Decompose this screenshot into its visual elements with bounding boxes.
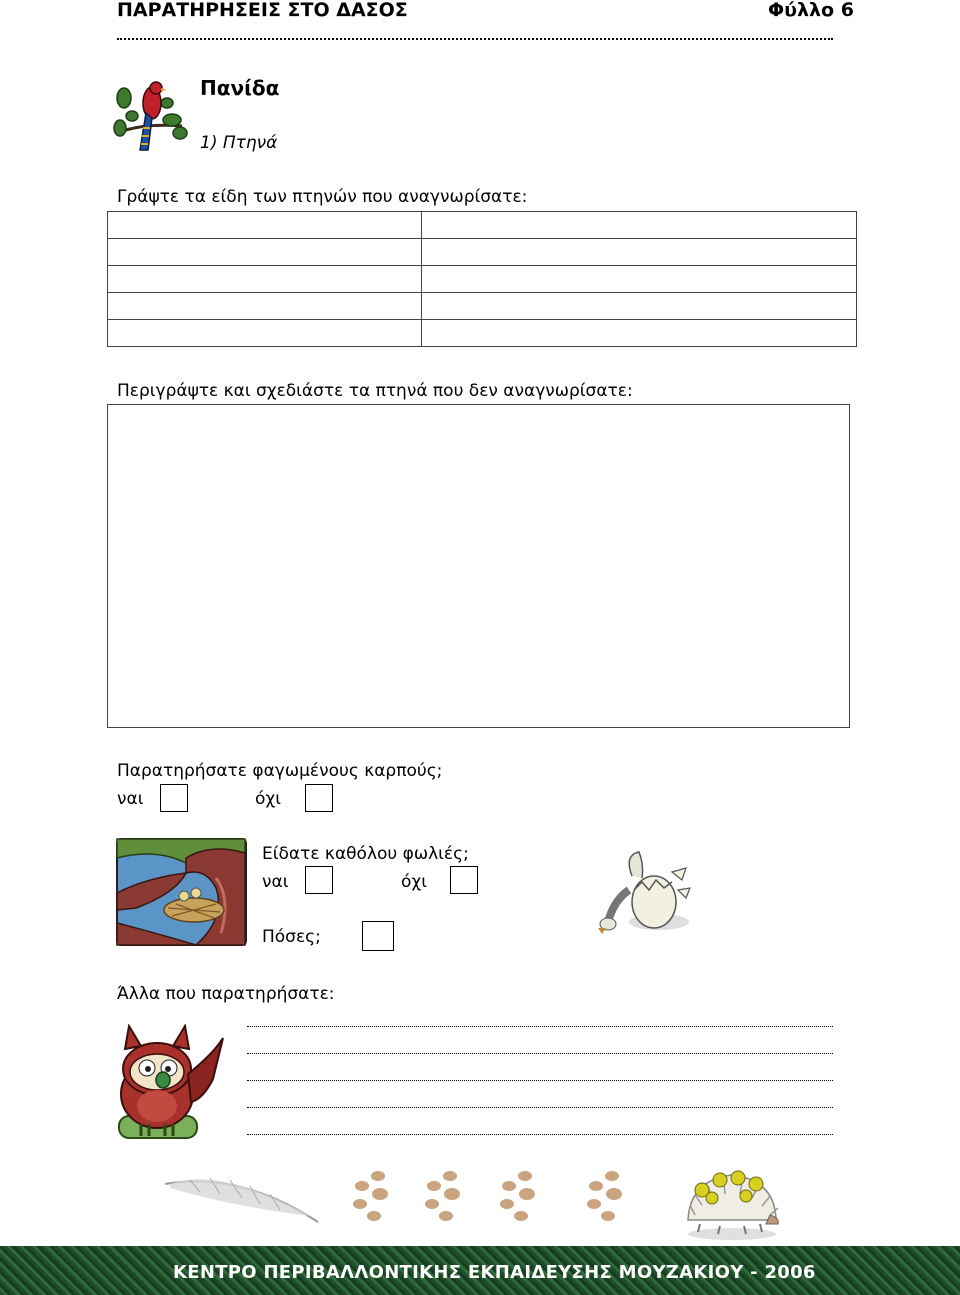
bird-name-cell[interactable]: [422, 239, 857, 266]
paw-print-icon: [495, 1168, 540, 1223]
answer-line[interactable]: [247, 1025, 833, 1027]
q3-yes-checkbox[interactable]: [160, 784, 188, 812]
table-row: [108, 239, 857, 266]
q4-count-box[interactable]: [362, 921, 394, 951]
q5-label: Άλλα που παρατηρήσατε:: [117, 984, 335, 1004]
q1-label: Γράψτε τα είδη των πτηνών που αναγνωρίσατε:: [117, 187, 528, 207]
bird-on-branch-icon: [112, 78, 188, 156]
answer-line[interactable]: [247, 1052, 833, 1054]
q3-no-label: όχι: [255, 789, 281, 809]
q3-yes-label: ναι: [117, 789, 144, 809]
q4-label: Είδατε καθόλου φωλιές;: [262, 844, 469, 864]
owl-icon: [113, 1024, 229, 1146]
hatching-duckling-icon: [594, 850, 694, 940]
paw-print-icon: [348, 1168, 393, 1223]
drawing-area[interactable]: [107, 404, 850, 728]
q4-no-label: όχι: [401, 872, 427, 892]
bird-name-cell[interactable]: [422, 212, 857, 239]
footer-text: ΚΕΝΤΡΟ ΠΕΡΙΒΑΛΛΟΝΤΙΚΗΣ ΕΚΠΑΙΔΕΥΣΗΣ ΜΟΥΖΑΚΙΟΥ - 2006: [173, 1262, 816, 1283]
bird-name-cell[interactable]: [108, 212, 422, 239]
paw-print-icon: [420, 1168, 465, 1223]
q2-label: Περιγράψτε και σχεδιάστε τα πτηνά που δεν αναγνωρίσατε:: [117, 381, 633, 401]
paw-print-icon: [582, 1168, 627, 1223]
table-row: [108, 320, 857, 347]
bird-name-cell[interactable]: [108, 293, 422, 320]
answer-line[interactable]: [247, 1106, 833, 1108]
worksheet-title: ΠΑΡΑΤΗΡΗΣΕΙΣ ΣΤΟ ΔΑΣΟΣ: [117, 0, 408, 21]
q4-no-checkbox[interactable]: [450, 866, 478, 894]
bird-name-cell[interactable]: [422, 320, 857, 347]
q4-count-label: Πόσες;: [262, 927, 321, 947]
section-subtitle: 1) Πτηνά: [200, 133, 278, 153]
bird-name-cell[interactable]: [108, 239, 422, 266]
feather-icon: [160, 1166, 324, 1226]
section-title: Πανίδα: [200, 76, 280, 100]
table-row: [108, 266, 857, 293]
table-row: [108, 293, 857, 320]
q4-yes-label: ναι: [262, 872, 289, 892]
nest-in-tree-icon: [116, 838, 247, 946]
bird-name-cell[interactable]: [422, 293, 857, 320]
q4-yes-checkbox[interactable]: [305, 866, 333, 894]
table-row: [108, 212, 857, 239]
bird-name-cell[interactable]: [422, 266, 857, 293]
bird-names-table: [107, 211, 857, 347]
answer-line[interactable]: [247, 1079, 833, 1081]
q3-no-checkbox[interactable]: [305, 784, 333, 812]
bird-name-cell[interactable]: [108, 320, 422, 347]
sheet-number: Φύλλο 6: [768, 0, 854, 21]
hedgehog-icon: [680, 1160, 784, 1242]
bird-name-cell[interactable]: [108, 266, 422, 293]
answer-line[interactable]: [247, 1133, 833, 1135]
header-divider: [117, 32, 833, 40]
q3-label: Παρατηρήσατε φαγωμένους καρπούς;: [117, 761, 443, 781]
